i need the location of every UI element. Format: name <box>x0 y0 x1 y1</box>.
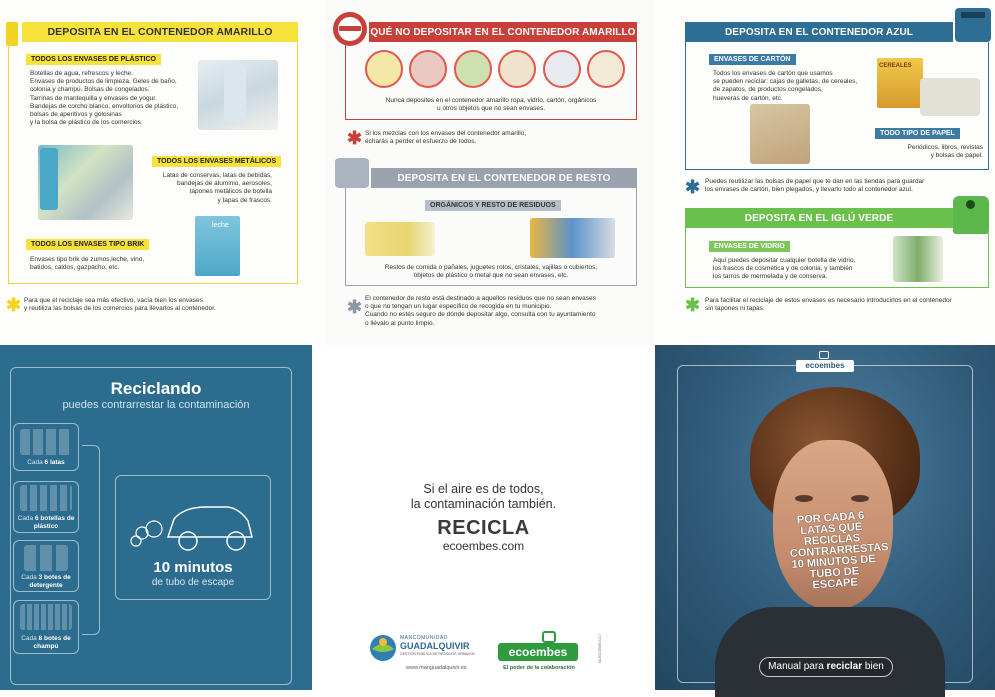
shampoo-icon <box>20 604 72 630</box>
panel-contenedor-amarillo <box>0 0 325 345</box>
grey-asterisk-icon: ✱ <box>347 297 363 317</box>
cereal-label: CEREALES <box>879 63 912 69</box>
grey-bin-icon <box>335 158 369 188</box>
yellow-asterisk-icon: ✱ <box>6 295 22 315</box>
manual-text: Manual para <box>768 661 827 672</box>
recicla-heading: RECICLA <box>437 517 530 539</box>
resto-header: DEPOSITA EN EL CONTENEDOR DE RESTO <box>371 168 637 188</box>
reciclando-title: Reciclando <box>110 379 202 398</box>
amarillo-note: Para que el reciclaje sea más efectivo, vacía bien los envases y reutiliza las bolsas de los comercios para llevarlos al contenedor. <box>24 297 216 313</box>
vidrio-tag: ENVASES DE VIDRIO <box>709 241 790 252</box>
panel-azul-verde <box>655 0 995 345</box>
papel-tag: TODO TIPO DE PAPEL <box>875 128 960 139</box>
green-bin-hole-icon <box>966 200 975 209</box>
metal-text: Latas de conservas, latas de bebidas, bandejas de aluminio, aerosoles, tapones metálicos de botella y tapas de frascos. <box>162 172 272 204</box>
item-botellas-label: Cada 6 botellas de plástico <box>17 515 75 530</box>
verde-header: DEPOSITA EN EL IGLÚ VERDE <box>685 208 953 228</box>
metal-tag: TODOS LOS ENVASES METÁLICOS <box>152 156 281 167</box>
slogan-line2: la contaminación también. <box>410 497 557 511</box>
ecoembes-leaf-icon <box>542 631 556 643</box>
resto-note: El contenedor de resto está destinado a aquellos residuos que no sean envases o que no tengan un lugar específico de recogida en tu municipio. Cuando no estés seguro de dónde depositar algo, consulta con tu ayuntamiento o llévalo al punto limpio. <box>365 295 596 327</box>
reference-code: NL/ECOEMB/1217 <box>598 633 602 663</box>
mouth-text: POR CADA 6 LATAS QUE RECICLAS CONTRARRESTAS 10 MINUTOS DE TUBO DE ESCAPE <box>789 509 889 592</box>
brik-tag: TODOS LOS ENVASES TIPO BRIK <box>26 239 149 250</box>
mancomunidad-sub: GESTIÓN PÚBLICA DE RESIDUOS URBANOS <box>400 652 475 656</box>
forbidden-items-icon <box>409 50 447 88</box>
papel-text: Periódicos, libros, revistas y bolsas de papel. <box>907 144 983 160</box>
cans-icon <box>20 429 72 455</box>
no-depositar-header: QUÉ NO DEPOSITAR EN EL CONTENEDOR AMARILLO <box>369 22 637 42</box>
car-exhaust-icon <box>128 497 258 555</box>
glass-bottles-image <box>893 236 943 282</box>
azul-note: Puedes reutilizar las bolsas de papel que te dan en las tiendas para guardar los envases de cartón, bien plegados, y llevarlo todo al contenedor azul. <box>705 178 925 194</box>
blue-bin-slot-icon <box>961 12 985 18</box>
item-champu-label: Cada 8 botes de champú <box>21 635 71 650</box>
minutes-value: 10 minutos <box>153 559 233 576</box>
paper-bag-image <box>750 104 810 164</box>
cover-brand: ecoembes <box>796 360 854 372</box>
cover-brand-leaf-icon <box>819 351 829 359</box>
ecoembes-logo: ecoembes <box>498 643 578 661</box>
mancomunidad-logo-icon <box>368 633 398 663</box>
vidrio-text: Aquí puedes depositar cualquier botella de vidrio, los frascos de cosmética y de colonia, y también los tarros de mermelada y de conserva. <box>713 257 856 281</box>
mancomunidad-name: GUADALQUIVIR <box>400 641 470 651</box>
plastico-tag: TODOS LOS ENVASES DE PLÁSTICO <box>26 54 161 65</box>
panel-recicla <box>312 345 655 690</box>
ecoembes-tagline: El poder de la colaboración <box>503 665 575 671</box>
organic-waste-image <box>365 222 435 256</box>
boy-eye-right <box>851 495 869 502</box>
mancomunidad-small: MANCOMUNIDAD <box>400 635 448 641</box>
forbidden-fish-icon <box>543 50 581 88</box>
minutes-sub: de tubo de escape <box>151 577 235 588</box>
resto-tag: ORGÁNICOS Y RESTO DE RESIDUOS <box>425 200 561 211</box>
item-detergente-label: Cada 3 botes de detergente <box>21 574 71 589</box>
panel-reciclando <box>0 345 312 690</box>
no-depositar-note: Si los mezclas con los envases del contenedor amarillo, écharás a perder el esfuerzo de todos. <box>365 130 527 146</box>
manual-badge <box>759 657 893 677</box>
no-depositar-text: Nunca deposites en el contenedor amarillo ropa, vidrio, cartón, orgánicos u otros objetos que no sean envases. <box>385 97 597 113</box>
amarillo-header: DEPOSITA EN EL CONTENEDOR AMARILLO <box>22 22 298 42</box>
plastico-text: Botellas de agua, refrescos y leche. Envases de productos de limpieza. Geles de baño, colonia y champú. Bolsas de congelados. Tarrinas de mantequilla y envases de yogur. Bandejas de corcho blanco, envoltorios de plástico, bolsas de aperitivos y golosinas y la bolsa de plástico de los comercios. <box>30 70 179 127</box>
forbidden-items-row <box>365 50 625 88</box>
blue-asterisk-icon: ✱ <box>685 177 701 197</box>
ecoembes-url[interactable]: ecoembes.com <box>442 539 525 553</box>
detergent-icon <box>24 545 68 571</box>
brik-label: leche <box>212 222 229 229</box>
aerosol-can-shape <box>40 148 58 210</box>
bracket-line <box>82 445 100 635</box>
forbidden-clothes-icon <box>365 50 403 88</box>
azul-header: DEPOSITA EN EL CONTENEDOR AZUL <box>685 22 953 42</box>
forbidden-bag-icon <box>498 50 536 88</box>
forbidden-glass-icon <box>454 50 492 88</box>
panel-no-depositar <box>325 0 655 345</box>
item-latas-label: Cada 6 latas <box>27 459 65 466</box>
plastic-bottle-shape <box>224 62 246 122</box>
panel-cover <box>655 345 995 690</box>
manual-bold: reciclar <box>826 661 863 672</box>
carton-text: Todos los envases de cartón que usamos se pueden reciclar: cajas de galletas, de cereales, de zapatos, de productos congelados, hueveras de cartón, etc. <box>713 70 858 102</box>
carton-tag: ENVASES DE CARTÓN <box>709 54 796 65</box>
bottles-icon <box>20 485 72 511</box>
egg-carton-image <box>920 78 980 116</box>
manual-end: bien <box>862 661 884 672</box>
mancomunidad-url[interactable]: www.manguadalquivir.es <box>406 665 467 671</box>
reciclando-subtitle: puedes contrarrestar la contaminación <box>62 399 250 411</box>
green-asterisk-icon: ✱ <box>685 295 701 315</box>
verde-note: Para facilitar el reciclaje de estos envases es necesario introducirlos en el contenedor sin tapones ni tapas. <box>705 297 952 313</box>
boy-shirt-image <box>715 607 945 697</box>
forbidden-bar-icon <box>339 26 361 31</box>
resto-text: Restos de comida o pañales, juguetes rotos, cristales, vajillas o cubiertos, objetos de plástico o metal que no sean envases, etc. <box>384 264 598 280</box>
toys-waste-image <box>530 218 615 258</box>
slogan-line1: Si el aire es de todos, <box>423 482 544 496</box>
boy-eye-left <box>795 495 813 502</box>
red-asterisk-icon: ✱ <box>347 128 363 148</box>
brik-text: Envases tipo brik de zumos,leche, vino, batidos, caldos, gazpacho, etc. <box>30 256 145 272</box>
forbidden-paper-icon <box>587 50 625 88</box>
